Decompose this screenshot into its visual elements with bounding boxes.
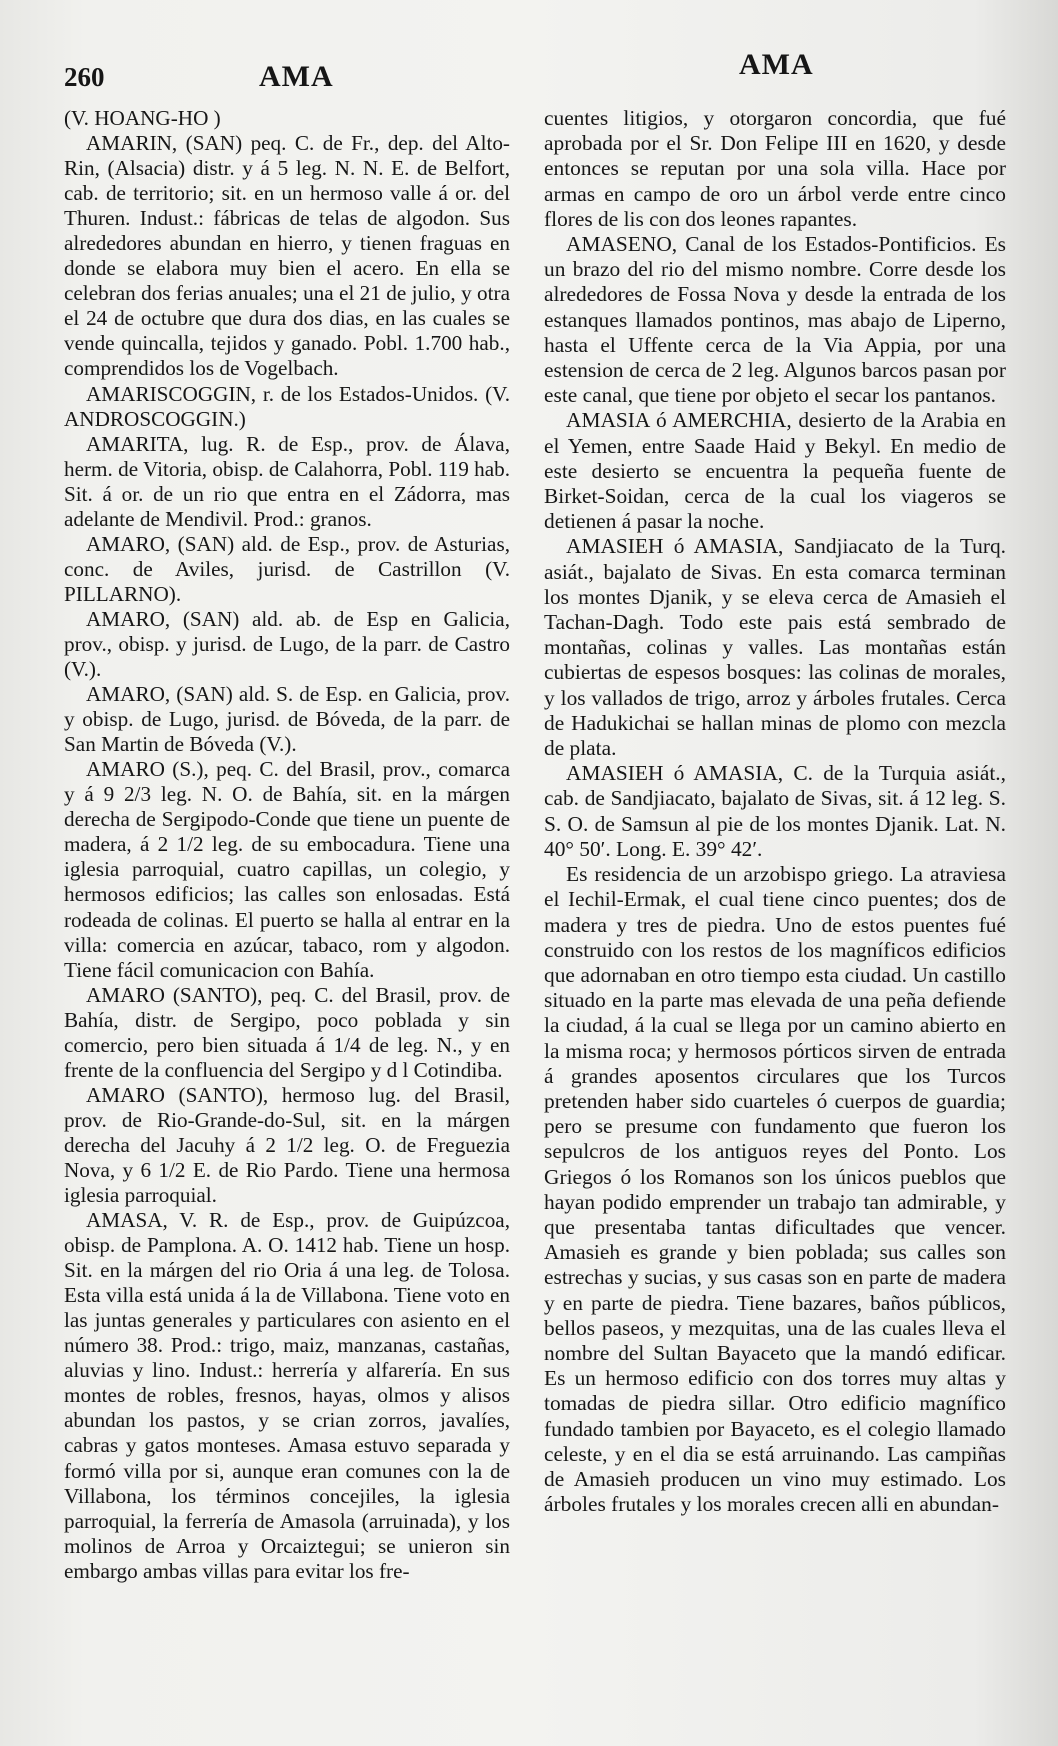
entry: AMARO (SANTO), peq. C. del Brasil, prov. de Bahía, distr. de Sergipo, poco poblada y sin comercio, pero bien situada á 1/4 de leg. N., y en frente de la confluencia del Sergipo y d l Cotindiba. <box>64 982 510 1082</box>
left-running-head: AMA <box>259 60 334 93</box>
entry: AMASIEH ó AMASIA, Sandjiacato de la Turq. asiát., bajalato de Sivas. En esta comarca terminan los montes Djanik, y se eleva cerca de Amasieh el Tachan-Dagh. Todo este pais está sembrado de montañas, colinas y valles. Las montañas están cubiertas de espesos bosques: las colinas de morales, y los vallados de trigo, arroz y árboles frutales. Cerca de Hadukichai se hallan minas de plomo con mezcla de plata. <box>544 534 1006 761</box>
entry: AMARIN, (SAN) peq. C. de Fr., dep. del Alto-Rin, (Alsacia) distr. y á 5 leg. N. N. E. de Belfort, cab. de territorio; sit. en un hermoso valle á or. del Thuren. Indust.: fábricas de telas de algodon. Sus alrededores abundan en hierro, y tienen fraguas en donde se elabora muy bien el acero. En ella se celebran dos ferias anuales; una el 21 de julio, y otra el 24 de octubre que dura dos dias, en las cuales se vende quincalla, tejidos y ganado. Pobl. 1.700 hab., comprendidos los de Vogelbach. <box>64 131 510 381</box>
entry: AMASIEH ó AMASIA, C. de la Turquia asiát., cab. de Sandjiacato, bajalato de Sivas, sit. á 12 leg. S. S. O. de Samsun al pie de los montes Djanik. Lat. N. 40° 50′. Long. E. 39° 42′. <box>544 761 1006 861</box>
right-header <box>544 48 1006 100</box>
entry: AMARITA, lug. R. de Esp., prov. de Álava, herm. de Vitoria, obisp. de Calahorra, Pobl. 119 hab. Sit. á or. de un rio que entra en el Zádorra, mas adelante de Mendivil. Prod.: granos. <box>64 431 510 531</box>
entry: cuentes litigios, y otorgaron concordia, que fué aprobada por el Sr. Don Felipe III en 1620, y desde entonces se reputan por una sola villa. Hace por armas en campo de oro un árbol verde entre cinco flores de lis con dos leones rapantes. <box>544 106 1006 231</box>
entry: AMARO, (SAN) ald. de Esp., prov. de Asturias, conc. de Aviles, jurisd. de Castrillon (V. PILLARNO). <box>64 531 510 606</box>
entry: AMARO, (SAN) ald. ab. de Esp en Galicia, prov., obisp. y jurisd. de Lugo, de la parr. de Castro (V.). <box>64 606 510 682</box>
page-number: 260 <box>64 62 105 92</box>
entry: AMARO, (SAN) ald. S. de Esp. en Galicia, prov. y obisp. de Lugo, jurisd. de Bóveda, de la parr. de San Martin de Bóveda (V.). <box>64 682 510 757</box>
entry: AMARISCOGGIN, r. de los Estados-Unidos. (V. ANDROSCOGGIN.) <box>64 381 510 431</box>
entry: AMASA, V. R. de Esp., prov. de Guipúzcoa, obisp. de Pamplona. A. O. 1412 hab. Tiene un hosp. Sit. en la márgen del rio Oria á una leg. de Tolosa. Esta villa está unida á la de Villabona. Tiene voto en las juntas generales y particulares con asiento en el número 38. Prod.: trigo, maiz, manzanas, castañas, aluvias y lino. Indust.: herrería y alfarería. En sus montes de robles, fresnos, hayas, olmos y alisos abundan los pastos, y se crian zorros, javalíes, cabras y gatos monteses. Amasa estuvo separada y formó villa por si, aunque eran comunes con la de Villabona, los términos concejiles, la iglesia parroquial, la ferrería de Amasola (arruinada), y los molinos de Arroa y Orcaiztegui; se unieron sin embargo ambas villas para evitar los fre- <box>64 1208 510 1583</box>
left-header <box>64 56 510 100</box>
entry: AMASIA ó AMERCHIA, desierto de la Arabia en el Yemen, entre Saade Haid y Bekyl. En medio de este desierto se encuentra la pequeña fuente de Birket-Soidan, cerca de la cual los viageros se detienen á pasar la noche. <box>544 408 1006 534</box>
entry: Es residencia de un arzobispo griego. La atraviesa el Iechil-Ermak, el cual tiene cinco puentes; dos de madera y tres de piedra. Uno de estos puentes fué construido con los restos de los magníficos edificios que adornaban en otro tiempo esta ciudad. Un castillo situado en la parte mas elevada de una peña defiende la ciudad, á la cual se llega por un camino abierto en la misma roca; y hermosos pórticos sirven de entrada á grandes aposentos circulares que los Turcos pretenden haber sido cuarteles ó cuerpos de guardia; pero se presume con fundamento que fueron los sepulcros de los antiguos reyes del Ponto. Los Griegos ó los Romanos son los únicos pueblos que hayan podido emprender un trabajo tan admirable, y que presentaba tantas dificultades que vencer. Amasieh es grande y bien poblada; sus calles son estrechas y sucias, y sus casas son en parte de madera y en parte de piedra. Tiene bazares, baños públicos, bellos paseos, y mezquitas, una de las cuales lleva el nombre del Sultan Bayaceto que la mandó edificar. Es un hermoso edificio con dos torres muy altas y tomadas de piedra sillar. Otro edificio magnífico fundado tambien por Bayaceto, es el colegio llamado celeste, y en el dia se está arruinando. Las campiñas de Amasieh producen un vino muy estimado. Los árboles frutales y los morales crecen alli en abundan- <box>544 862 1006 1517</box>
right-column <box>544 48 1006 1517</box>
entry: AMARO (SANTO), hermoso lug. del Brasil, prov. de Rio-Grande-do-Sul, sit. en la márgen derecha del Jacuhy á 2 1/2 leg. O. de Freguezia Nova, y 6 1/2 E. de Rio Pardo. Tiene una hermosa iglesia parroquial. <box>64 1082 510 1208</box>
left-column <box>64 56 510 1584</box>
entry: AMASENO, Canal de los Estados-Pontificios. Es un brazo del rio del mismo nombre. Corre desde los alrededores de Fossa Nova y desde la entrada de los estanques llamados pontinos, mas abajo de Liperno, hasta el Uffente cerca de la Via Appia, por una estension de cerca de 2 leg. Algunos barcos pasan por este canal, que tiene por objeto el secar los pantanos. <box>544 232 1006 408</box>
entry: (V. HOANG-HO ) <box>64 106 221 130</box>
entry: AMARO (S.), peq. C. del Brasil, prov., comarca y á 9 2/3 leg. N. O. de Bahía, sit. en la márgen derecha de Sergipodo-Conde que tiene un puente de madera, á 2 1/2 leg. de su embocadura. Tiene una iglesia parroquial, cuatro capillas, un colegio, y hermosos edificios; las calles son enlosadas. Está rodeada de colinas. El puerto se halla al entrar en la villa: comercia en azúcar, tabaco, rom y algodon. Tiene fácil comunicacion con Bahía. <box>64 757 510 982</box>
right-running-head: AMA <box>739 48 814 81</box>
